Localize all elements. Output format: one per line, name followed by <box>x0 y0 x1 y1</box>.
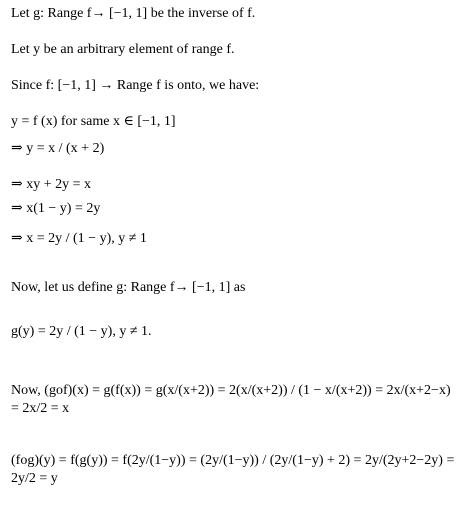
line-2-text: Let y be an arbitrary element of range f. <box>11 42 235 57</box>
equation-x-1-y-text: ⇒ x(1 − y) = 2y <box>11 201 101 216</box>
equation-g-y <box>11 324 152 340</box>
equation-y-f-x-text: y = f (x) for same x ∈ [−1, 1] <box>11 114 176 129</box>
equation-fog-text: (fog)(y) = f(g(y)) = f(2y/(1−y)) = (2y/(1−y)) / (2y/(1−y) + 2) = 2y/(2y+2−2y) = 2y/2 = y <box>11 453 455 486</box>
equation-y-f-x <box>11 113 176 130</box>
line-1 <box>11 6 255 22</box>
line-3 <box>11 78 259 94</box>
equation-x-2y-text: ⇒ x = 2y / (1 − y), y ≠ 1 <box>11 231 147 246</box>
equation-xy <box>11 176 91 193</box>
line-define-g <box>11 280 245 296</box>
equation-x-2y <box>11 230 147 247</box>
equation-gof-text: Now, (gof)(x) = g(f(x)) = g(x/(x+2)) = 2(x/(x+2)) / (1 − x/(x+2)) = 2x/(x+2−x) = 2x/2 = x <box>11 383 451 416</box>
equation-x-1-y <box>11 200 100 217</box>
equation-y-x-over-text: ⇒ y = x / (x + 2) <box>11 141 105 156</box>
line-2 <box>11 42 235 58</box>
equation-g-y-text: g(y) = 2y / (1 − y), y ≠ 1. <box>11 324 152 339</box>
equation-xy-text: ⇒ xy + 2y = x <box>11 177 92 192</box>
equation-fog <box>11 452 456 488</box>
line-3-text: Since f: [−1, 1] → Range f is onto, we have: <box>11 78 260 93</box>
line-1-text: Let g: Range f→ [−1, 1] be the inverse of f. <box>11 6 256 21</box>
equation-y-x-over <box>11 140 104 157</box>
line-define-g-text: Now, let us define g: Range f→ [−1, 1] as <box>11 280 246 295</box>
equation-gof <box>11 382 456 418</box>
